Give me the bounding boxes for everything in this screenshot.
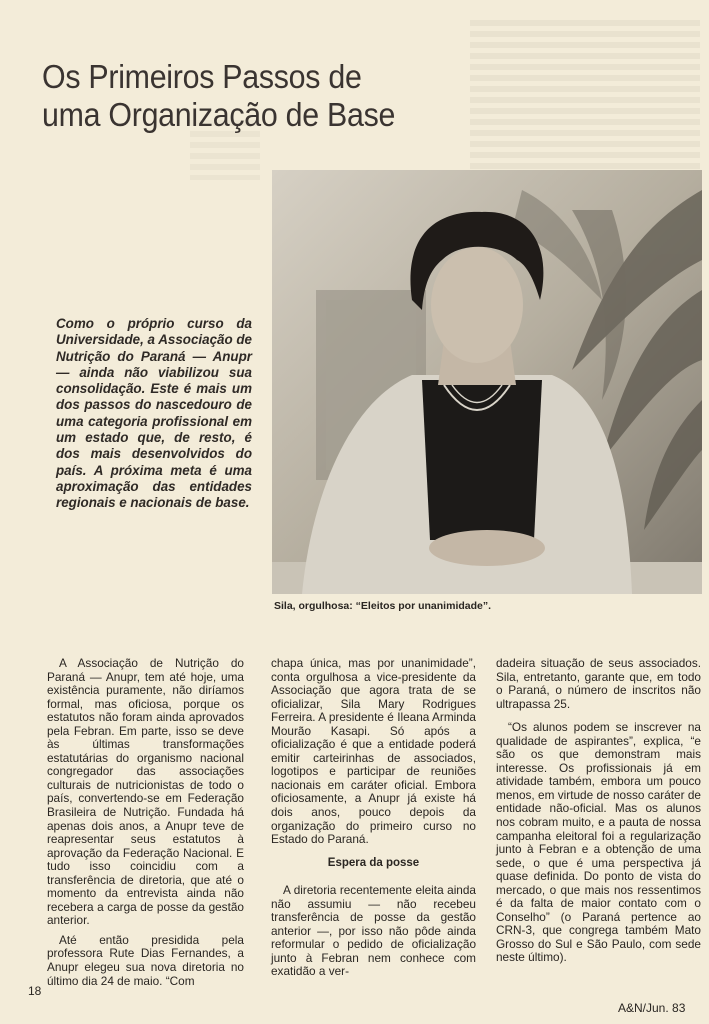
person-face	[431, 247, 523, 363]
paragraph: A diretoria recentemente eleita ainda não assumiu — não recebeu transferência de posse da gestão anterior —, por isso não pôde ainda reformular o pedido de oficialização junto à Febran nem conhece com exatidão a ver-	[271, 883, 476, 979]
paragraph: Até então presidida pela professora Rute Dias Fernandes, a Anupr elegeu sua nova diretoria no último dia 24 de maio. “Com	[47, 932, 244, 988]
person-shirt	[422, 380, 542, 540]
photo-illustration	[272, 170, 702, 594]
article-column-2	[271, 657, 476, 985]
issue-label: A&N/Jun. 83	[618, 1001, 686, 1015]
paragraph: dadeira situação de seus associados. Sila, entretanto, garante que, em todo o Paraná, o número de inscritos não ultrapassa 25.	[496, 656, 701, 711]
photo-caption: Sila, orgulhosa: “Eleitos por unanimidade”.	[274, 600, 492, 612]
person-hands	[429, 530, 545, 566]
paragraph: “Os alunos podem se inscrever na qualidade de aspirantes”, explica, “e são os que demonstram mais interesse. Os profissionais já em atividade também, embora um pouco menos, em virtude de nosso caráter de entidade não-oficial. Mas os alunos nos cobram muito, e a pauta de nossa campanha eleitoral foi a regularização junto à Febran e a obtenção de uma sede, o que é uma perspectiva já quase definida. Do ponto de vista do mercado, o que mais nos ressentimos é da falta de maior contato com o Conselho” (o Paraná pertence ao CRN-3, que congrega também Mato Grosso do Sul e São Paulo, com sede neste último).	[496, 720, 701, 965]
show-through-text	[470, 20, 700, 170]
article-title	[42, 58, 465, 134]
section-subheading: Espera da posse	[327, 856, 420, 869]
title-line-1: Os Primeiros Passos de	[42, 58, 362, 96]
paragraph: A Associação de Nutrição do Paraná — Anupr, tem até hoje, uma existência puramente, não diríamos formal, mas oficiosa, porque os estatutos não foram ainda aprovados pela Febran. Em parte, isso se deve às últimas transformações estatutárias do organismo nacional congregador das associações culturais de nutricionistas de todo o país, convertendo-se em Federação Brasileira de Nutrição. Fundada há apenas dois anos, a Anupr teve de reapresentar seus estatutos à aprovação da Federação Nacional. E tudo isso coincidiu com a transferência de diretoria, que até o momento da entrevista ainda não recebera a carga de posse da gestão anterior.	[47, 656, 244, 928]
article-lead: Como o próprio curso da Universidade, a Associação de Nutrição do Paraná — Anupr — ainda não viabilizou sua consolidação. Este é mais um dos passos do nascedouro de uma categoria profissional em um estado que, de resto, é dos mais desenvolvidos do país. A próxima meta é uma aproximação das entidades regionais e nacionais de base.	[56, 316, 252, 511]
paragraph: chapa única, mas por unanimidade”, conta orgulhosa a vice-presidente da Associação que agora trata de se oficializar, Sila Mary Rodrigues Ferreira. A presidente é Ileana Arminda Mourão Kasapi. Só após a oficialização é que a entidade poderá emitir carteirinhas de associados, logotipos e participar de reuniões nacionais em caráter oficial. Embora oficiosamente, a Anupr já existe há dois anos, pouco depois da organização do primeiro curso no Estado do Paraná.	[271, 656, 476, 847]
article-column-1	[47, 657, 244, 994]
article-photo	[272, 170, 702, 594]
title-line-2: uma Organização de Base	[42, 96, 396, 134]
page-number: 18	[28, 984, 42, 998]
article-column-3	[496, 657, 701, 971]
